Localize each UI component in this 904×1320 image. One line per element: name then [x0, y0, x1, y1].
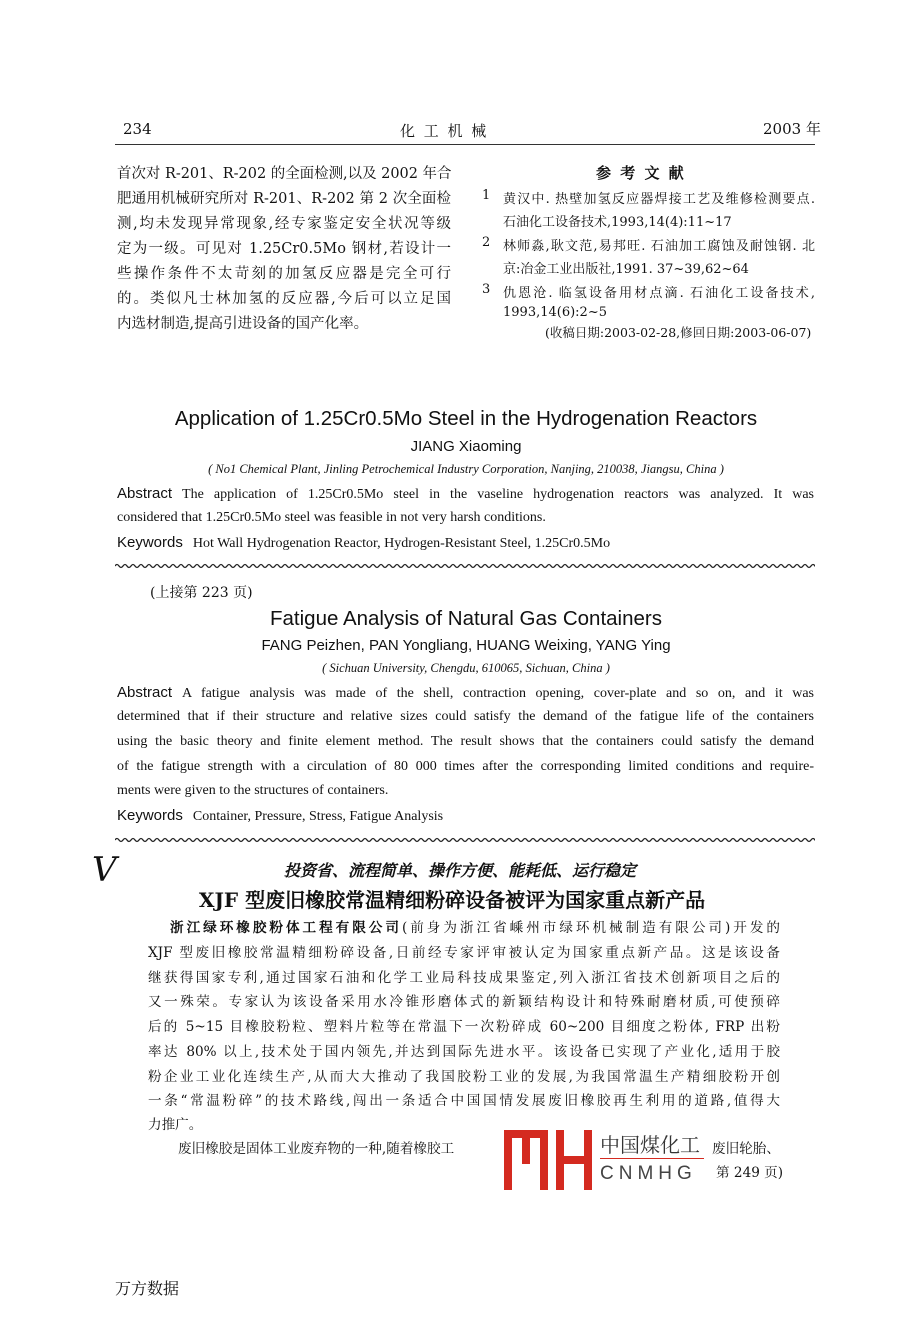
abstract-line: Abstract The application of 1.25Cr0.5Mo steel in the vaseline hydrogenation reactors was analyzed. It was: [117, 485, 814, 502]
reference-line: 1993,14(6):2~5: [503, 305, 607, 320]
text-line: 的。类似凡士林加氢的反应器,今后可以立足国: [117, 291, 451, 307]
news-line: 率达 80% 以上,技术处于国内领先,并达到国际先进水平。该设备已实现了产业化,适用于胶: [148, 1044, 780, 1060]
keywords-label: Keywords: [117, 807, 183, 824]
news-subtitle: 投资省、流程简单、操作方便、能耗低、运行稳定: [283, 861, 636, 880]
news-line: 后的 5~15 目橡胶粉粒、塑料片粒等在常温下一次粉碎成 60~200 目细度之粉体, FRP 出粉: [148, 1019, 780, 1035]
keywords-line: Keywords Hot Wall Hydrogenation Reactor, Hydrogen-Resistant Steel, 1.25Cr0.5Mo: [117, 534, 611, 551]
wavy-separator: [115, 563, 815, 569]
reference-line: 仇恩沧. 临氢设备用材点滴. 石油化工设备技术,: [503, 286, 815, 301]
news-line: 继获得国家专利,通过国家石油和化学工业局科技成果鉴定,列入浙江省技术创新项目之后的: [148, 970, 780, 986]
header-rule: [115, 144, 815, 145]
abstract-label: Abstract: [117, 485, 173, 502]
watermark-cn-text: 中国煤化工: [600, 1135, 700, 1157]
wavy-separator: [115, 837, 815, 843]
news-title: XJF 型废旧橡胶常温精细粉碎设备被评为国家重点新产品: [198, 888, 706, 912]
continued-note: (上接第 223 页): [150, 585, 253, 601]
news-line: 废旧橡胶是固体工业废弃物的一种,随着橡胶工: [178, 1141, 455, 1157]
news-line: 又一殊荣。专家认为该设备采用水冷锥形磨体式的新颖结构设计和特殊耐磨材质,可使预碎: [148, 994, 780, 1010]
abstract-line: determined that if their structure and relative sizes could satisfy the demand of the fatigue life of the containers: [117, 709, 814, 724]
abstract-line: of the fatigue strength with a circulation of 80 000 times after the corresponding limited conditions and require-: [117, 759, 814, 774]
continued-note: 第 249 页): [716, 1165, 784, 1181]
news-line-end: 废旧轮胎、: [712, 1141, 780, 1157]
article-authors: FANG Peizhen, PAN Yongliang, HUANG Weixing, YANG Ying: [261, 637, 671, 654]
news-line: 粉企业工业化连续生产,从而大大推动了我国胶粉工业的发展,为我国常温生产精细胶粉开创: [148, 1069, 780, 1085]
article-affiliation: ( No1 Chemical Plant, Jinling Petrochemical Industry Corporation, Nanjing, 210038, Jiangsu, China ): [208, 462, 724, 476]
reference-number: 2: [482, 235, 491, 250]
abstract-line: ments were given to the structures of containers.: [117, 783, 389, 798]
year: 2003 年: [763, 120, 821, 138]
article-title: Application of 1.25Cr0.5Mo Steel in the Hydrogenation Reactors: [174, 407, 758, 430]
watermark-en-text: CNMHG: [600, 1163, 697, 1184]
news-line: 浙江绿环橡胶粉体工程有限公司(前身为浙江省嵊州市绿环机械制造有限公司)开发的: [170, 920, 781, 936]
reference-line: 黄汉中. 热壁加氢反应器焊接工艺及维修检测要点.: [503, 192, 815, 207]
company-name: 浙江绿环橡胶粉体工程有限公司: [170, 920, 402, 936]
article-author: JIANG Xiaoming: [410, 438, 522, 455]
text-line: 些操作条件不太苛刻的加氢反应器是完全可行: [117, 266, 451, 282]
news-line: 一条“常温粉碎”的技术路线,闯出一条适合中国国情发展废旧橡胶再生利用的道路,值得大: [148, 1093, 780, 1109]
reference-number: 3: [482, 282, 491, 297]
text-line: 定为一级。可见对 1.25Cr0.5Mo 钢材,若设计一: [117, 241, 451, 257]
reference-number: 1: [482, 188, 491, 203]
references-title: 参 考 文 献: [596, 164, 686, 182]
abstract-line: Abstract A fatigue analysis was made of the shell, contraction opening, cover-plate and so on, and it was: [117, 684, 814, 701]
news-line: XJF 型废旧橡胶常温精细粉碎设备,日前经专家评审被认定为国家重点新产品。这是该设备: [148, 945, 780, 961]
reference-line: 京:冶金工业出版社,1991. 37~39,62~64: [503, 262, 749, 277]
news-line: 力推广。: [148, 1117, 203, 1133]
article-affiliation: ( Sichuan University, Chengdu, 610065, Sichuan, China ): [322, 661, 610, 675]
text-line: 肥通用机械研究所对 R-201、R-202 第 2 次全面检: [117, 191, 451, 207]
abstract-line: considered that 1.25Cr0.5Mo steel was feasible in not very harsh conditions.: [117, 510, 546, 525]
keywords-label: Keywords: [117, 534, 183, 551]
reference-line: 林师淼,耿文范,易邦旺. 石油加工腐蚀及耐蚀钢. 北: [503, 239, 815, 254]
page-number: 234: [123, 120, 152, 138]
footer-source: 万方数据: [115, 1279, 180, 1298]
cnmhg-logo-icon: [504, 1130, 592, 1190]
article-title: Fatigue Analysis of Natural Gas Containers: [270, 607, 662, 630]
abstract-label: Abstract: [117, 684, 173, 701]
text-line: 测,均未发现异常现象,经专家鉴定安全状况等级: [117, 216, 451, 232]
journal-name: 化 工 机 械: [400, 122, 489, 140]
received-dates: (收稿日期:2003-02-28,修回日期:2003-06-07): [545, 325, 812, 340]
watermark-rule: [600, 1158, 704, 1159]
reference-line: 石油化工设备技术,1993,14(4):11~17: [503, 215, 732, 230]
handwritten-mark: V: [92, 850, 117, 890]
text-line: 首次对 R-201、R-202 的全面检测,以及 2002 年合: [117, 166, 452, 182]
text-line: 内选材制造,提高引进设备的国产化率。: [117, 316, 369, 332]
abstract-line: using the basic theory and finite element method. The result shows that the containers could satisfy the demand: [117, 734, 814, 749]
keywords-line: Keywords Container, Pressure, Stress, Fatigue Analysis: [117, 807, 444, 824]
